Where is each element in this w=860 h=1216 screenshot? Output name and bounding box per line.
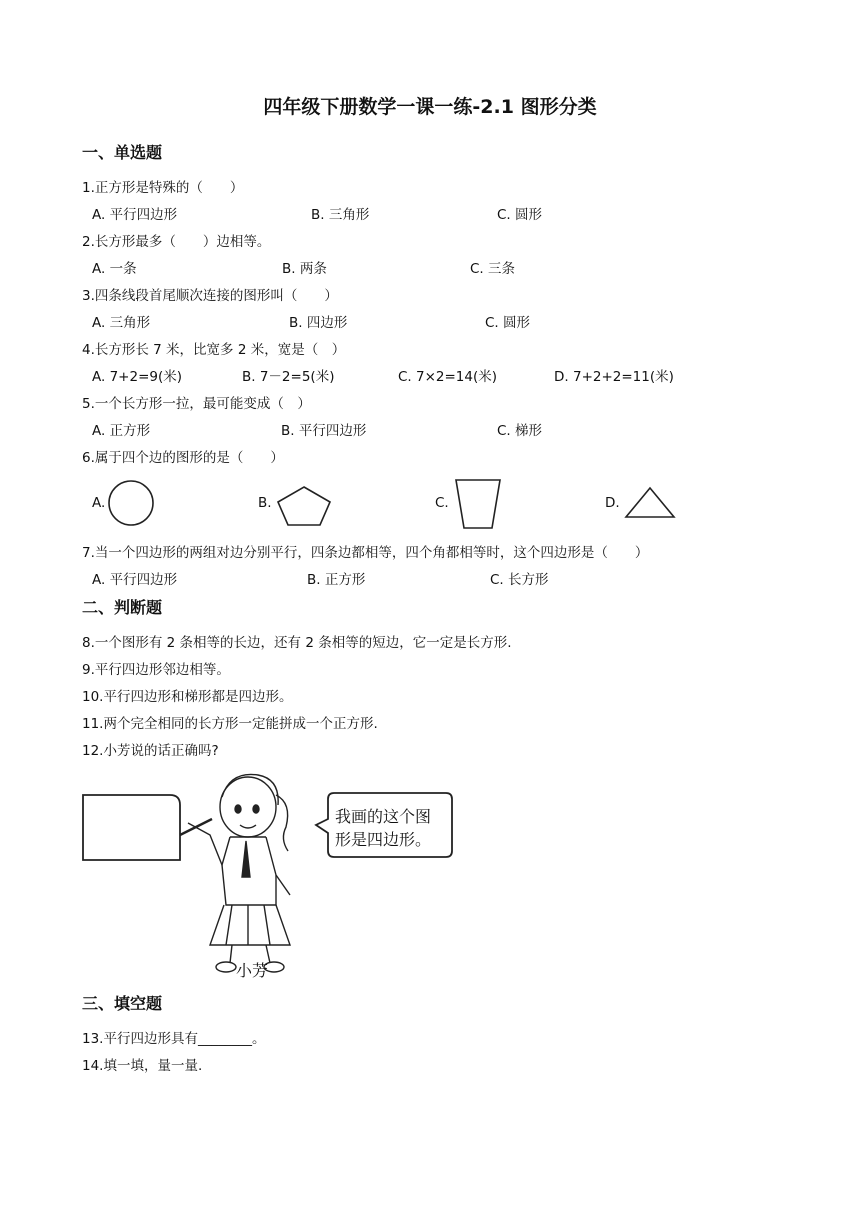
question-3: 3.四条线段首尾顺次连接的图形叫（ ）	[82, 288, 338, 304]
section-heading-fill-blank: 三、填空题	[82, 994, 163, 1013]
question-14: 14.填一填，量一量.	[82, 1058, 203, 1074]
question-7: 7.当一个四边形的两组对边分别平行，四条边都相等，四个角都相等时，这个四边形是（ ）	[82, 545, 649, 561]
trapezoid-icon	[454, 478, 502, 530]
question-8: 8.一个图形有 2 条相等的长边，还有 2 条相等的短边，它一定是长方形.	[82, 635, 512, 651]
q3-option-c[interactable]: C. 圆形	[485, 315, 531, 331]
q7-option-c[interactable]: C. 长方形	[490, 572, 549, 588]
q6-option-c[interactable]: C.	[435, 495, 449, 511]
q2-option-b[interactable]: B. 两条	[282, 261, 327, 277]
q7-option-a[interactable]: A. 平行四边形	[92, 572, 178, 588]
question-12: 12.小芳说的话正确吗?	[82, 743, 219, 759]
figure-caption: 小芳	[236, 961, 269, 980]
q2-option-a[interactable]: A. 一条	[92, 261, 137, 277]
question-5: 5.一个长方形一拉，最可能变成（ ）	[82, 396, 311, 412]
q4-option-c[interactable]: C. 7×2=14(米)	[398, 369, 498, 385]
girl-figure	[180, 774, 290, 972]
question-10: 10.平行四边形和梯形都是四边形。	[82, 689, 293, 705]
q5-option-b[interactable]: B. 平行四边形	[281, 423, 367, 439]
question-4: 4.长方形长 7 米，比宽多 2 米，宽是（ ）	[82, 342, 346, 358]
q6-option-b[interactable]: B.	[258, 495, 272, 511]
question-2: 2.长方形最多（ ）边相等。	[82, 234, 271, 250]
circle-icon	[107, 479, 155, 527]
q6-option-d[interactable]: D.	[605, 495, 620, 511]
q5-option-a[interactable]: A. 正方形	[92, 423, 151, 439]
question-1: 1.正方形是特殊的（ ）	[82, 180, 244, 196]
triangle-icon	[624, 486, 676, 520]
page-title: 四年级下册数学一课一练-2.1 图形分类	[263, 96, 597, 118]
speech-bubble-line-2: 形是四边形。	[335, 830, 432, 849]
question-13: 13.平行四边形具有________。	[82, 1031, 266, 1047]
pentagon-icon	[276, 485, 332, 527]
question-11: 11.两个完全相同的长方形一定能拼成一个正方形.	[82, 716, 378, 732]
q2-option-c[interactable]: C. 三条	[470, 261, 516, 277]
q1-option-b[interactable]: B. 三角形	[311, 207, 370, 223]
q4-option-d[interactable]: D. 7+2+2=11(米)	[554, 369, 674, 385]
section-heading-true-false: 二、判断题	[82, 598, 163, 617]
q1-option-c[interactable]: C. 圆形	[497, 207, 543, 223]
q4-option-b[interactable]: B. 7－2=5(米)	[242, 369, 335, 385]
q5-option-c[interactable]: C. 梯形	[497, 423, 543, 439]
q3-option-a[interactable]: A. 三角形	[92, 315, 151, 331]
section-heading-single-choice: 一、单选题	[82, 143, 163, 162]
question-6: 6.属于四个边的图形的是（ ）	[82, 450, 284, 466]
q1-option-a[interactable]: A. 平行四边形	[92, 207, 178, 223]
question-9: 9.平行四边形邻边相等。	[82, 662, 230, 678]
q4-option-a[interactable]: A. 7+2=9(米)	[92, 369, 183, 385]
q12-illustration	[80, 765, 470, 980]
drawn-quadrilateral	[83, 795, 180, 860]
speech-bubble-line-1: 我画的这个图	[335, 807, 432, 826]
q7-option-b[interactable]: B. 正方形	[307, 572, 366, 588]
q3-option-b[interactable]: B. 四边形	[289, 315, 348, 331]
q6-option-a[interactable]: A.	[92, 495, 106, 511]
